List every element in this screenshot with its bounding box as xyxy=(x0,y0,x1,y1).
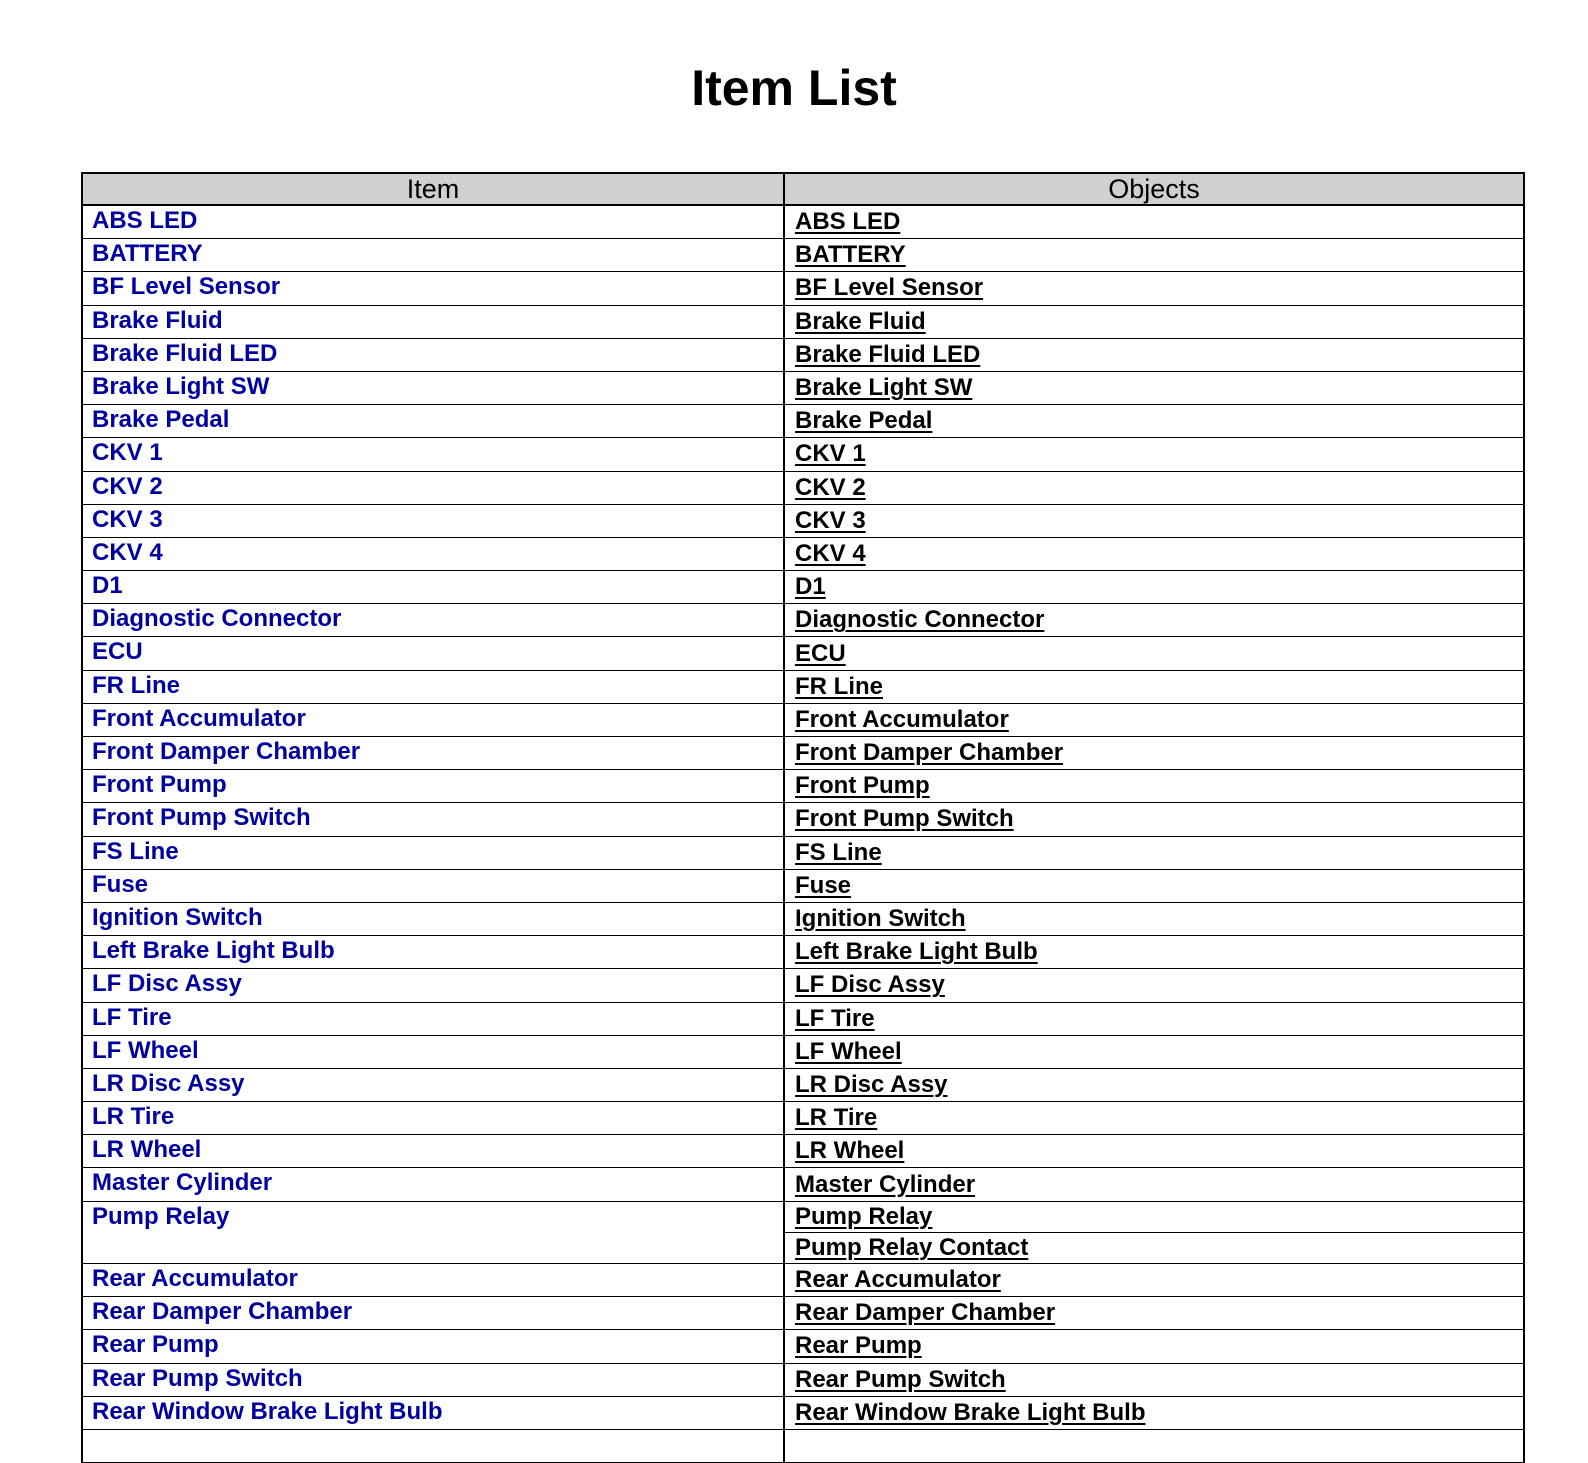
item-cell: D1 xyxy=(82,571,784,604)
object-link[interactable]: Master Cylinder xyxy=(795,1170,976,1198)
table-row xyxy=(82,1002,1524,1035)
object-cell xyxy=(784,902,1524,935)
object-link[interactable]: FR Line xyxy=(795,672,883,700)
table-row xyxy=(82,1297,1524,1330)
item-cell: Front Damper Chamber xyxy=(82,737,784,770)
object-link[interactable]: Rear Pump Switch xyxy=(795,1365,1006,1393)
item-cell: ABS LED xyxy=(82,205,784,239)
object-link[interactable]: Rear Pump xyxy=(795,1332,922,1360)
object-link[interactable]: CKV 4 xyxy=(795,539,866,567)
object-link[interactable]: Front Damper Chamber xyxy=(795,739,1064,767)
object-link[interactable]: LF Tire xyxy=(795,1004,875,1032)
object-cell xyxy=(784,969,1524,1002)
table-row xyxy=(82,969,1524,1002)
object-cell xyxy=(784,703,1524,736)
object-cell xyxy=(784,1035,1524,1068)
table-row xyxy=(82,1201,1524,1232)
item-cell: Ignition Switch xyxy=(82,902,784,935)
table-row xyxy=(82,637,1524,670)
object-cell xyxy=(784,737,1524,770)
object-cell xyxy=(784,1297,1524,1330)
object-link[interactable]: Front Pump Switch xyxy=(795,805,1014,833)
object-cell xyxy=(784,770,1524,803)
table-row xyxy=(82,1264,1524,1297)
object-link[interactable]: Brake Light SW xyxy=(795,374,973,402)
item-cell: Diagnostic Connector xyxy=(82,604,784,637)
table-row xyxy=(82,869,1524,902)
object-link[interactable]: LR Wheel xyxy=(795,1137,905,1165)
item-cell: BF Level Sensor xyxy=(82,272,784,305)
object-link[interactable]: Pump Relay xyxy=(795,1202,933,1230)
object-cell xyxy=(784,1363,1524,1396)
table-row xyxy=(82,504,1524,537)
item-cell: CKV 4 xyxy=(82,537,784,570)
object-cell xyxy=(784,1232,1524,1263)
item-cell: CKV 3 xyxy=(82,504,784,537)
object-cell xyxy=(784,936,1524,969)
table-row xyxy=(82,1429,1524,1462)
table-row xyxy=(82,936,1524,969)
table-row xyxy=(82,670,1524,703)
object-cell xyxy=(784,1135,1524,1168)
item-cell: Rear Pump Switch xyxy=(82,1363,784,1396)
object-cell xyxy=(784,637,1524,670)
object-link[interactable]: CKV 2 xyxy=(795,473,866,501)
table-row xyxy=(82,737,1524,770)
object-link[interactable]: Front Pump xyxy=(795,772,930,800)
header-item: Item xyxy=(82,173,784,205)
object-cell xyxy=(784,803,1524,836)
object-link[interactable]: Brake Fluid xyxy=(795,307,926,335)
table-row xyxy=(82,1396,1524,1429)
table-row xyxy=(82,1135,1524,1168)
object-cell xyxy=(784,1429,1524,1462)
object-link[interactable]: Brake Fluid LED xyxy=(795,340,981,368)
item-cell: ECU xyxy=(82,637,784,670)
object-link[interactable]: Fuse xyxy=(795,871,852,899)
item-cell: BATTERY xyxy=(82,239,784,272)
object-link[interactable]: CKV 1 xyxy=(795,440,866,468)
item-cell: CKV 2 xyxy=(82,471,784,504)
table-row xyxy=(82,1168,1524,1201)
item-cell: Pump Relay xyxy=(82,1201,784,1263)
object-cell xyxy=(784,338,1524,371)
table-header-row xyxy=(82,173,1524,205)
item-cell: Brake Pedal xyxy=(82,405,784,438)
object-cell xyxy=(784,1396,1524,1429)
object-cell xyxy=(784,670,1524,703)
table-body xyxy=(82,205,1524,1463)
table-row xyxy=(82,1068,1524,1101)
table-row xyxy=(82,405,1524,438)
object-link[interactable]: Brake Pedal xyxy=(795,407,933,435)
object-cell xyxy=(784,471,1524,504)
table-row xyxy=(82,703,1524,736)
table-row xyxy=(82,205,1524,239)
object-link[interactable]: Ignition Switch xyxy=(795,905,966,933)
object-cell xyxy=(784,571,1524,604)
object-cell xyxy=(784,836,1524,869)
object-link[interactable]: Rear Damper Chamber xyxy=(795,1299,1056,1327)
item-cell: LR Disc Assy xyxy=(82,1068,784,1101)
table-row xyxy=(82,272,1524,305)
item-cell: Rear Pump xyxy=(82,1330,784,1363)
table-row xyxy=(82,571,1524,604)
object-link[interactable]: Rear Window Brake Light Bulb xyxy=(795,1398,1146,1426)
item-cell: Front Accumulator xyxy=(82,703,784,736)
table-row xyxy=(82,902,1524,935)
object-link[interactable]: LF Disc Assy xyxy=(795,971,945,999)
table-row xyxy=(82,604,1524,637)
object-link[interactable]: LR Disc Assy xyxy=(795,1070,948,1098)
object-link[interactable]: Pump Relay Contact xyxy=(795,1233,1029,1261)
object-cell xyxy=(784,1068,1524,1101)
page-title: Item List xyxy=(691,60,897,116)
object-link[interactable]: BF Level Sensor xyxy=(795,274,984,302)
object-cell xyxy=(784,1330,1524,1363)
item-cell: LR Tire xyxy=(82,1102,784,1135)
object-cell xyxy=(784,537,1524,570)
object-link[interactable]: Rear Accumulator xyxy=(795,1266,1001,1294)
object-cell xyxy=(784,1168,1524,1201)
item-cell: Master Cylinder xyxy=(82,1168,784,1201)
object-cell xyxy=(784,1102,1524,1135)
item-cell: LF Disc Assy xyxy=(82,969,784,1002)
object-link[interactable]: Diagnostic Connector xyxy=(795,606,1045,634)
table-row xyxy=(82,1363,1524,1396)
table-row xyxy=(82,371,1524,404)
table-row xyxy=(82,1035,1524,1068)
object-cell xyxy=(784,504,1524,537)
item-cell: Front Pump Switch xyxy=(82,803,784,836)
item-cell xyxy=(82,1429,784,1462)
item-cell: Rear Damper Chamber xyxy=(82,1297,784,1330)
object-link[interactable]: FS Line xyxy=(795,838,882,866)
table-row xyxy=(82,1102,1524,1135)
table-row xyxy=(82,338,1524,371)
object-link[interactable]: ECU xyxy=(795,639,846,667)
item-cell: Brake Fluid xyxy=(82,305,784,338)
object-link[interactable]: LR Tire xyxy=(795,1104,878,1132)
header-objects: Objects xyxy=(784,173,1524,205)
item-list-table xyxy=(81,172,1525,1463)
item-cell: Front Pump xyxy=(82,770,784,803)
item-cell: FR Line xyxy=(82,670,784,703)
object-cell xyxy=(784,869,1524,902)
object-link[interactable]: LF Wheel xyxy=(795,1037,902,1065)
table-row xyxy=(82,305,1524,338)
table-row xyxy=(82,803,1524,836)
object-cell xyxy=(784,305,1524,338)
table-row xyxy=(82,239,1524,272)
object-cell xyxy=(784,1002,1524,1035)
object-cell xyxy=(784,604,1524,637)
table-row xyxy=(82,770,1524,803)
item-cell: Fuse xyxy=(82,869,784,902)
object-link[interactable]: D1 xyxy=(795,573,826,601)
table-row xyxy=(82,471,1524,504)
item-cell: LF Tire xyxy=(82,1002,784,1035)
object-link[interactable]: BATTERY xyxy=(795,241,906,269)
object-cell xyxy=(784,405,1524,438)
object-cell xyxy=(784,205,1524,239)
object-cell xyxy=(784,239,1524,272)
table-row xyxy=(82,836,1524,869)
table-row xyxy=(82,537,1524,570)
item-cell: Left Brake Light Bulb xyxy=(82,936,784,969)
object-cell xyxy=(784,438,1524,471)
table-row xyxy=(82,1330,1524,1363)
item-cell: Rear Accumulator xyxy=(82,1264,784,1297)
item-cell: Rear Window Brake Light Bulb xyxy=(82,1396,784,1429)
object-link[interactable]: ABS LED xyxy=(795,208,901,236)
object-link[interactable]: CKV 3 xyxy=(795,506,866,534)
item-cell: Brake Fluid LED xyxy=(82,338,784,371)
object-link[interactable]: Left Brake Light Bulb xyxy=(795,938,1038,966)
item-cell: FS Line xyxy=(82,836,784,869)
object-link[interactable]: Front Accumulator xyxy=(795,705,1009,733)
item-cell: LF Wheel xyxy=(82,1035,784,1068)
object-cell xyxy=(784,272,1524,305)
table-row xyxy=(82,438,1524,471)
object-cell xyxy=(784,1264,1524,1297)
item-cell: CKV 1 xyxy=(82,438,784,471)
object-cell xyxy=(784,1201,1524,1232)
item-cell: Brake Light SW xyxy=(82,371,784,404)
object-cell xyxy=(784,371,1524,404)
item-cell: LR Wheel xyxy=(82,1135,784,1168)
